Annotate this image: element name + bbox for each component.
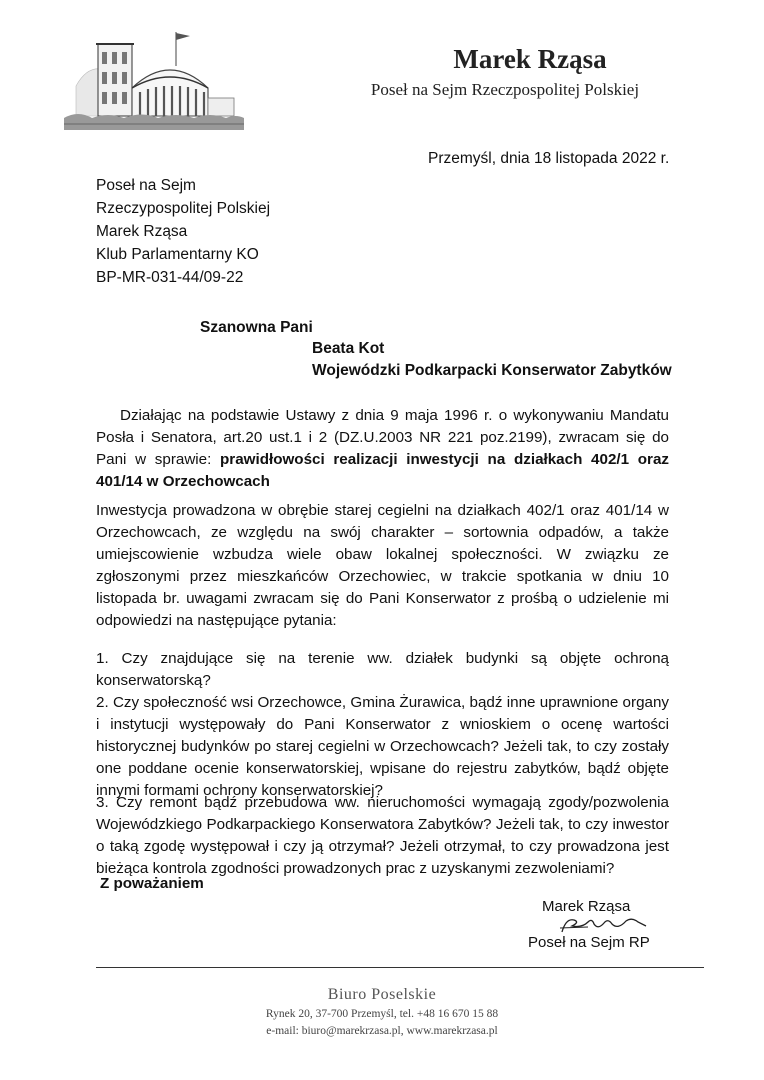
context-paragraph: Inwestycja prowadzona w obrębie starej cegielni na działkach 402/1 oraz 401/14 w Orzechowcach, ze względu na swój charakter – sortownia odpadów, a także umiejscowienie wzbudza wiele obaw lokalnej społeczności. W związku ze zgłoszonymi przez mieszkańców Orzechowiec, w trakcie spotkania w dniu 10 listopada br. uwagami zwracam się do Pani Konserwator z prośbą o udzielenie mi odpowiedzi na następujące pytania:	[96, 502, 669, 629]
header-name: Marek Rząsa	[453, 44, 607, 74]
sender-line: Rzeczypospolitej Polskiej	[96, 200, 271, 217]
sender-line: Marek Rząsa	[96, 223, 188, 240]
closing: Z poważaniem	[100, 875, 204, 892]
question-1: 1. Czy znajdujące się na terenie ww. działek budynki są objęte ochroną konserwatorską?	[96, 650, 669, 689]
recipient-name: Beata Kot	[312, 340, 385, 357]
sender-line: Poseł na Sejm	[96, 177, 196, 194]
handwritten-signature	[558, 914, 648, 936]
question-2: 2. Czy społeczność wsi Orzechowce, Gmina Żurawica, bądź inne uprawnione organy i instytucji występowały do Pani Konserwator z wnioskiem o ocenę wartości historycznej budynków po starej cegielni w Orzechowcach? Jeżeli tak, to czy zostały one poddane ocenie konserwatorskiej, wpisane do rejestru zabytków, bądź objęte innymi formami ochrony konserwatorskiej?	[96, 694, 669, 799]
sender-line: Klub Parlamentarny KO	[96, 246, 259, 263]
footer-office: Biuro Poselskie	[327, 986, 437, 1003]
sejm-building-icon	[58, 26, 248, 136]
footer-divider	[96, 967, 704, 968]
salutation: Szanowna Pani	[200, 319, 313, 336]
footer-contact: e-mail: biuro@marekrzasa.pl, www.marekrzasa.pl	[266, 1025, 498, 1037]
footer-address: Rynek 20, 37-700 Przemyśl, tel. +48 16 670 15 88	[265, 1008, 499, 1020]
recipient-position: Wojewódzki Podkarpacki Konserwator Zabytków	[312, 362, 672, 379]
place-date: Przemyśl, dnia 18 listopada 2022 r.	[428, 150, 670, 167]
header-title: Poseł na Sejm Rzeczpospolitej Polskiej	[370, 80, 640, 99]
sender-reference: BP-MR-031-44/09-22	[96, 269, 244, 286]
question-3: 3. Czy remont bądź przebudowa ww. nieruchomości wymagają zgody/pozwolenia Wojewódzkiego Podkarpackiego Konserwatora Zabytków? Jeżeli tak, to czy inwestor o taką zgodę występował i czy ją otrzymał? Jeżeli otrzymał, to czy prowadzona jest bieżąca kontrola zgodności prowadzonych prac z uzyskanymi zezwoleniami?	[96, 794, 669, 877]
signature-role: Poseł na Sejm RP	[528, 934, 650, 951]
signature-name: Marek Rząsa	[542, 898, 631, 915]
intro-text: Działając na podstawie Ustawy z dnia 9 maja 1996 r. o wykonywaniu Mandatu Posła i Senatora, art.20 ust.1 i 2 (DZ.U.2003 NR 221 poz.2199), zwracam się do Pani w sprawie:	[96, 407, 669, 468]
intro-subject: prawidłowości realizacji inwestycji na działkach 402/1 oraz 401/14 w Orzechowcach	[96, 451, 669, 490]
intro-paragraph	[96, 405, 669, 493]
